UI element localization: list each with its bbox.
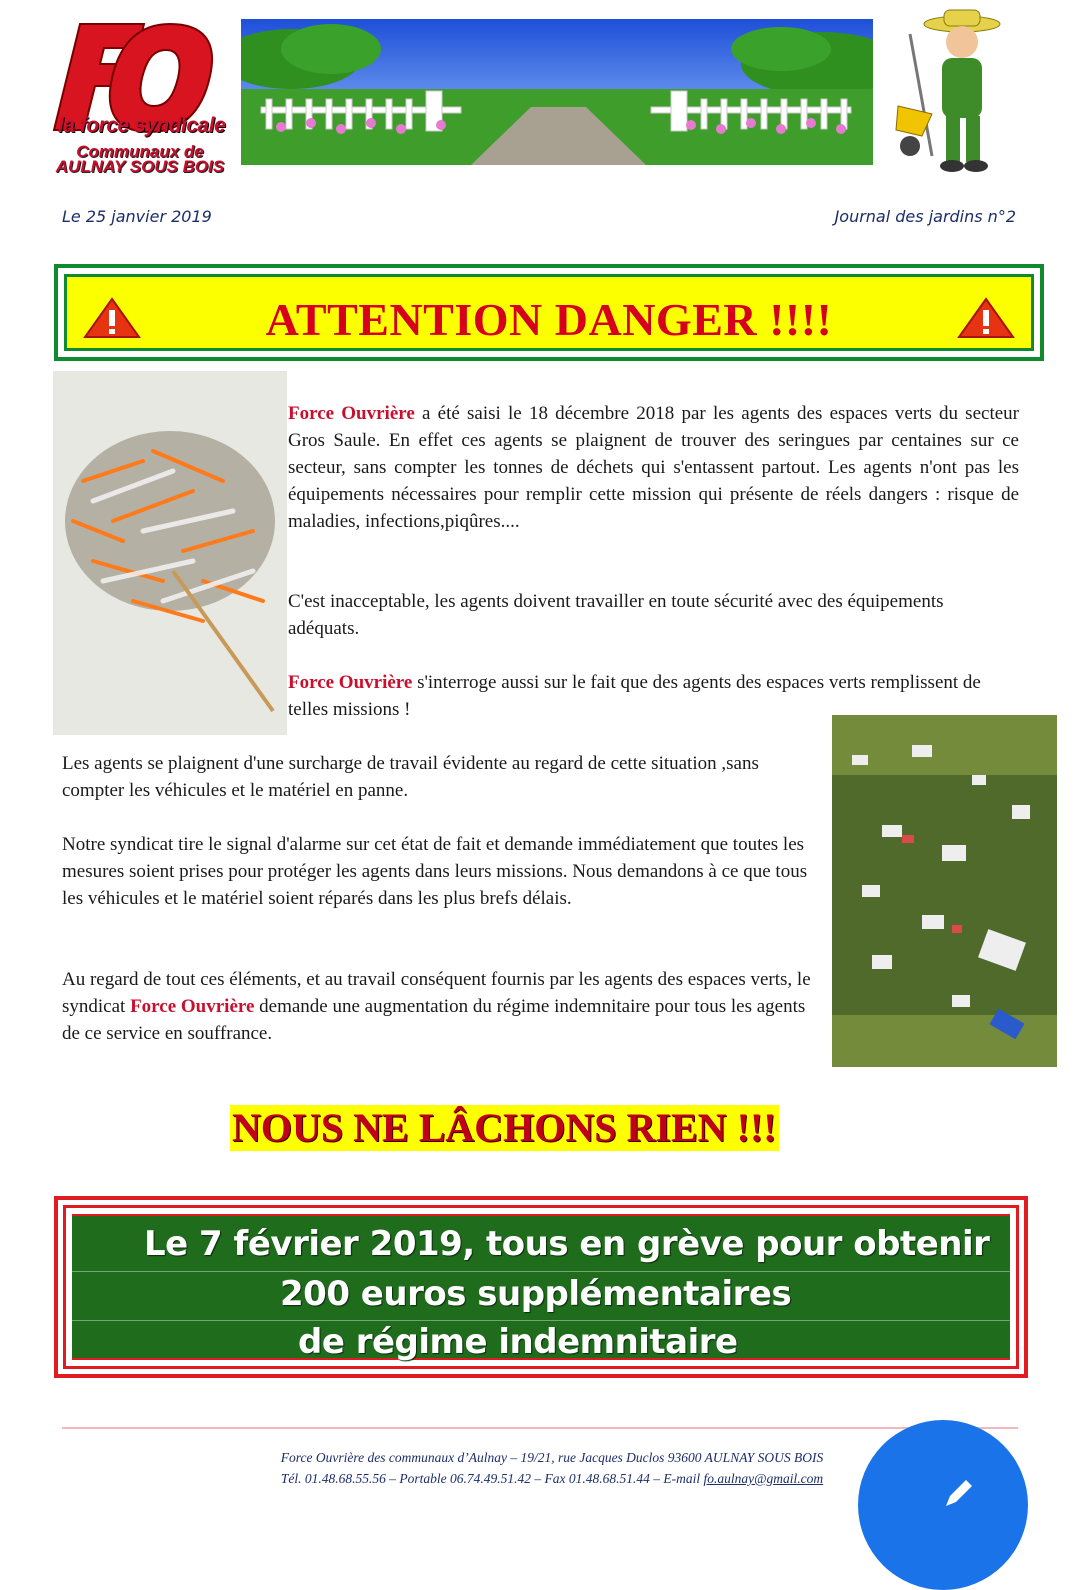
gardener-illustration xyxy=(892,6,1032,176)
union-name: Force Ouvrière xyxy=(288,672,413,693)
paragraph-question-text: s'interroge aussi sur le fait que des agents des espaces verts remplissent de telles missions ! xyxy=(288,672,981,720)
footer-email-link[interactable]: fo.aulnay@gmail.com xyxy=(703,1471,824,1486)
edit-pencil-icon xyxy=(938,1474,978,1514)
intro-paragraph-text: a été saisi le 18 décembre 2018 par les agents des espaces verts du secteur Gros Saule. En effet ces agents se plaignent de trouver des seringues par centaines sur ce secteur, sans compter les tonnes de déchets qui s'entassent partout. Les agents n'ont pas les équipements nécessaires pour remplir cette mission qui présente de réels dangers : risque de maladies, infections,piqûres.... xyxy=(288,403,1019,532)
strike-frame xyxy=(63,1205,1019,1369)
paragraph-demand xyxy=(62,966,822,1047)
strike-divider xyxy=(72,1320,1010,1321)
paragraph-alarm: Notre syndicat tire le signal d'alarme sur cet état de fait et demande immédiatement que toutes les mesures soient prises pour protéger les agents dans leurs missions. Nous demandons à ce que tous les véhicules et le matériel soient réparés dans les plus brefs délais. xyxy=(62,834,808,909)
footer-address: Force Ouvrière des communaux d’Aulnay – 19/21, rue Jacques Duclos 93600 AULNAY SOUS BOIS xyxy=(280,1450,824,1465)
strike-line-1: Le 7 février 2019, tous en grève pour obtenir xyxy=(144,1224,990,1264)
footer-divider xyxy=(62,1427,1018,1429)
attention-banner-inner xyxy=(64,274,1034,351)
issue-date: Le 25 janvier 2019 xyxy=(62,207,212,226)
garden-banner-image xyxy=(241,19,873,165)
slogan: NOUS NE LÂCHONS RIEN !!! xyxy=(232,1105,777,1150)
attention-banner xyxy=(54,264,1044,361)
footer-phone-text: Tél. 01.48.68.55.56 – Portable 06.74.49.51.42 – Fax 01.48.68.51.44 – E-mail xyxy=(280,1471,704,1486)
strike-line-2: 200 euros supplémentaires xyxy=(280,1274,792,1314)
warning-triangle-icon xyxy=(956,296,1016,340)
syringes-photo xyxy=(53,371,287,735)
litter-photo xyxy=(832,715,1057,1067)
attention-title: ATTENTION DANGER !!!! xyxy=(265,294,833,345)
edit-button[interactable] xyxy=(858,1420,1028,1590)
logo-tagline: la force syndicale xyxy=(58,114,226,137)
journal-issue: Journal des jardins n°2 xyxy=(834,207,1016,226)
union-name: Force Ouvrière xyxy=(288,403,415,424)
logo-organization xyxy=(52,144,228,174)
logo-org-line2: AULNAY SOUS BOIS xyxy=(55,157,225,176)
union-name: Force Ouvrière xyxy=(130,996,255,1017)
strike-panel xyxy=(72,1214,1010,1360)
fo-logo xyxy=(40,18,230,188)
paragraph-workload: Les agents se plaignent d'une surcharge de travail évidente au regard de cette situation ,sans compter les véhicules et le matériel en panne. xyxy=(62,753,759,801)
intro-paragraph xyxy=(288,400,1019,535)
logo-org-line1: Communaux de xyxy=(76,142,204,161)
strike-divider xyxy=(72,1271,1010,1272)
strike-announcement xyxy=(54,1196,1028,1378)
paragraph-demand-text-start: Au regard de tout ces éléments, et au travail conséquent fournis par les agents des espaces verts, le syndicat xyxy=(62,969,811,1017)
paragraph-unacceptable: C'est inacceptable, les agents doivent travailler en toute sécurité avec des équipements adéquats. xyxy=(288,591,944,639)
strike-line-3: de régime indemnitaire xyxy=(298,1322,738,1362)
paragraph-demand-text-end: demande une augmentation du régime indemnitaire pour tous les agents de ce service en souffrance. xyxy=(62,996,806,1044)
